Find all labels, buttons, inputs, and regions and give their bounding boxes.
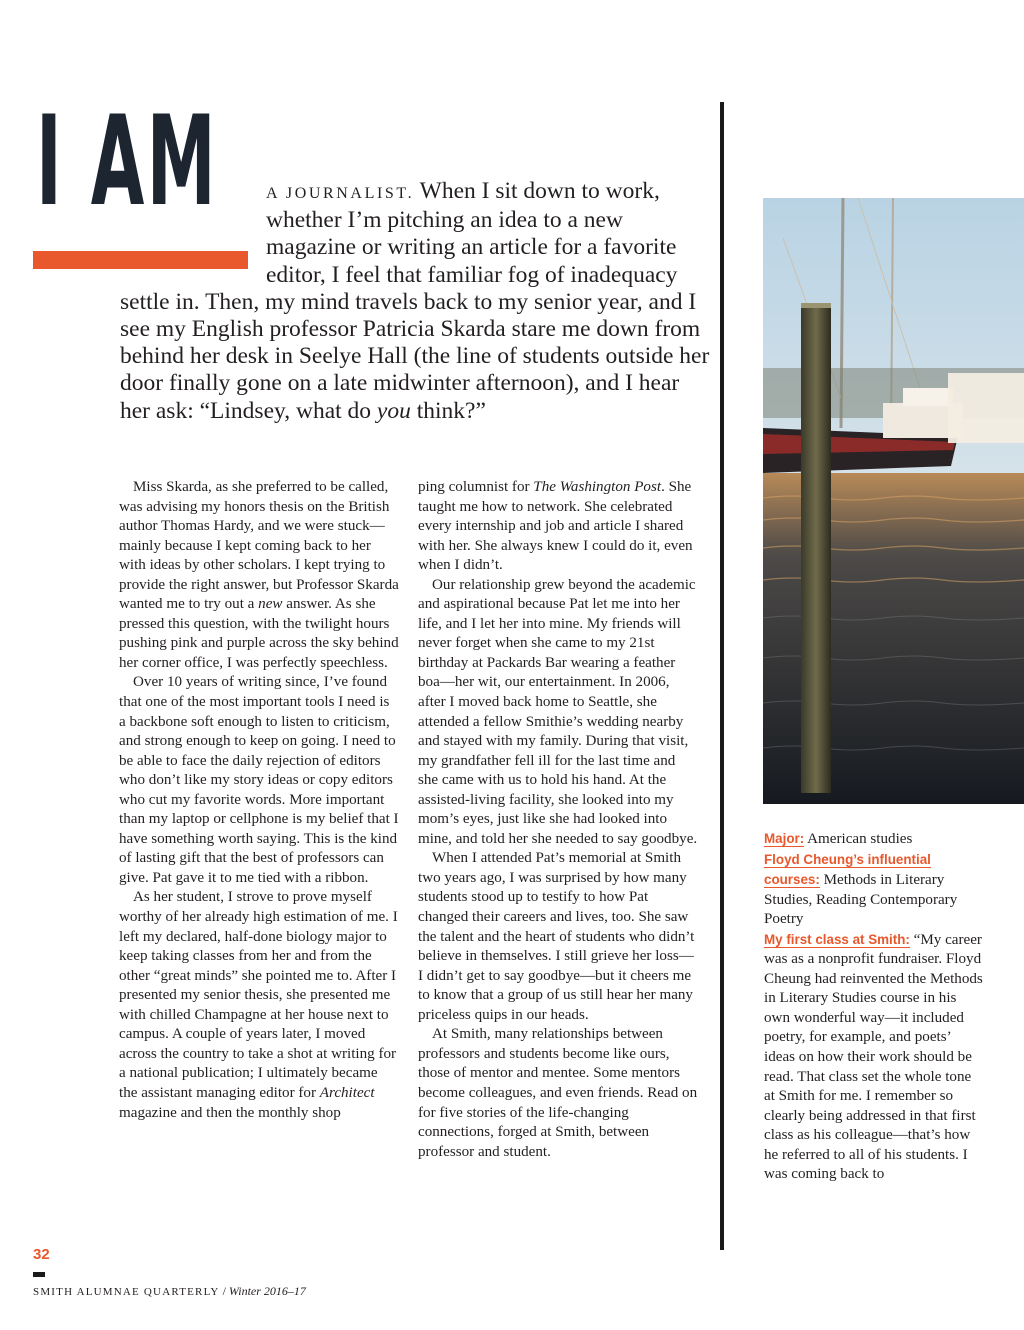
body-emphasis: new	[258, 596, 283, 613]
body-column-2	[418, 478, 698, 1162]
body-column-1	[119, 478, 399, 1123]
body-text: answer. As she pressed this question, with the twilight hours pushing pink and purple across the sky behind her corner office, I was perfectly speechless.	[119, 596, 399, 671]
vertical-rule	[720, 102, 724, 1250]
sidebar-major	[764, 829, 984, 850]
page-tick	[33, 1272, 45, 1277]
intro-paragraph	[120, 178, 710, 425]
sidebar-courses	[764, 850, 984, 930]
body-emphasis: The Washington Post	[533, 479, 662, 495]
body-text: Miss Skarda, as she preferred to be called, was advising my honors thesis on the British author Thomas Hardy, and we were stuck—mainly because I kept coming back to her with ideas by other scholars. I kept trying to provide the right answer, but Professor Skarda wanted me to try out a	[119, 479, 399, 613]
intro-lead: A JOURNALIST.	[266, 185, 415, 202]
body-paragraph	[119, 888, 399, 1123]
body-text: ping columnist for	[418, 479, 534, 495]
courses-label: Floyd Cheung’s influential courses:	[764, 851, 931, 888]
footer	[33, 1284, 306, 1299]
intro-text: When I sit down to work, whether I’m pitching an idea to a new magazine or writing an article for a favorite editor, I feel that familiar fog of inadequacy settle in. Then, my mind travels back to my senior year, and I see my English professor Patricia Skarda stare me down from behind her desk in Seelye Hall (the line of students outside her door finally gone on a late midwinter afternoon), and I hear her ask: “Lindsey, what do	[120, 178, 710, 424]
body-paragraph: Over 10 years of writing since, I’ve found that one of the most important tools I need is a backbone soft enough to listen to criticism, and strong enough to keep on going. I need to be able to face the daily rejection of editors who don’t like my story ideas or copy editors who cut my favorite words. More important than my laptop or cellphone is my belief that I have something worth saying. This is the kind of lasting gift that the best of professors can give. Pat gave it to me tied with a ribbon.	[119, 674, 399, 886]
publication-name: SMITH ALUMNAE QUARTERLY	[33, 1286, 220, 1298]
body-paragraph: When I attended Pat’s memorial at Smith two years ago, I was surprised by how many students stood up to testify to how Pat changed their careers and lives, too. She saw the talent and the heart of students who didn’t believe in themselves. I still grieve her loss—I didn’t get to say goodbye—but it cheers me to know that a group of us still hear her many priceless quips in our heads.	[418, 850, 695, 1023]
issue-date: Winter 2016–17	[228, 1284, 306, 1298]
body-paragraph	[119, 478, 399, 673]
sidebar-first-class	[764, 930, 984, 1185]
first-class-value: “My career was as a nonprofit fundraiser. Floyd Cheung had reinvented the Methods in Literary Studies course in his own wonderful way—it included poetry, for example, and poets’ ideas on how their work should be read. That class set the whole tone at Smith for me. I remember so clearly being addressed in that first class as his colleague—that’s how he referred to all of his students. I was coming back to	[764, 931, 983, 1183]
body-emphasis: Architect	[319, 1084, 375, 1101]
major-label: Major:	[764, 831, 805, 846]
body-text: As her student, I strove to prove myself worthy of her already high estimation of me. I left my declared, half-done biology major to keep taking classes from her and from the other “great minds” she pointed me to. After I presented my senior thesis, she presented me with chilled Champagne at her house next to campus. A couple of years later, I moved across the country to take a shot at writing for a national publication; I ultimately became the assistant managing editor for	[119, 889, 398, 1101]
page-number: 32	[33, 1246, 50, 1263]
body-text: . She taught me how to network. She celebrated every internship and job and article I shared with her. She always knew I could do it, even when I didn’t.	[418, 479, 693, 574]
body-paragraph	[418, 478, 698, 576]
body-paragraph: At Smith, many relationships between professors and students become like ours, those of mentor and mentee. Some mentors become colleagues, and even friends. Read on for five stories of the life-changing connections, forged at Smith, between professor and student.	[418, 1026, 698, 1160]
body-text: magazine and then the monthly shop	[119, 1104, 341, 1121]
footer-separator: /	[222, 1284, 226, 1298]
major-value: American studies	[804, 831, 913, 847]
body-paragraph: Our relationship grew beyond the academic and aspirational because Pat let me into her life, and I let her into mine. My friends will never forget when she came to my 21st birthday at Packards Bar wearing a feather boa—her wit, our entertainment. In 2006, after I moved back home to Seattle, she attended a fellow Smithie’s wedding nearby and stayed with my family. During that visit, my grandfather fell ill for the last time and she came with us to hold his hand. At the assisted-living facility, she looked into my mom’s eyes, just like she had looked into mine, and told her she needed to say goodbye.	[418, 576, 698, 847]
intro-text-end: think?”	[410, 397, 486, 424]
marina-photo	[763, 198, 1024, 804]
courses-value: Methods in Literary Studies, Reading Contemporary Poetry	[764, 872, 958, 928]
intro-emphasis: you	[376, 397, 411, 424]
profile-sidebar	[764, 829, 984, 1185]
headline: I AM	[36, 90, 219, 234]
first-class-label: My first class at Smith:	[764, 931, 910, 947]
